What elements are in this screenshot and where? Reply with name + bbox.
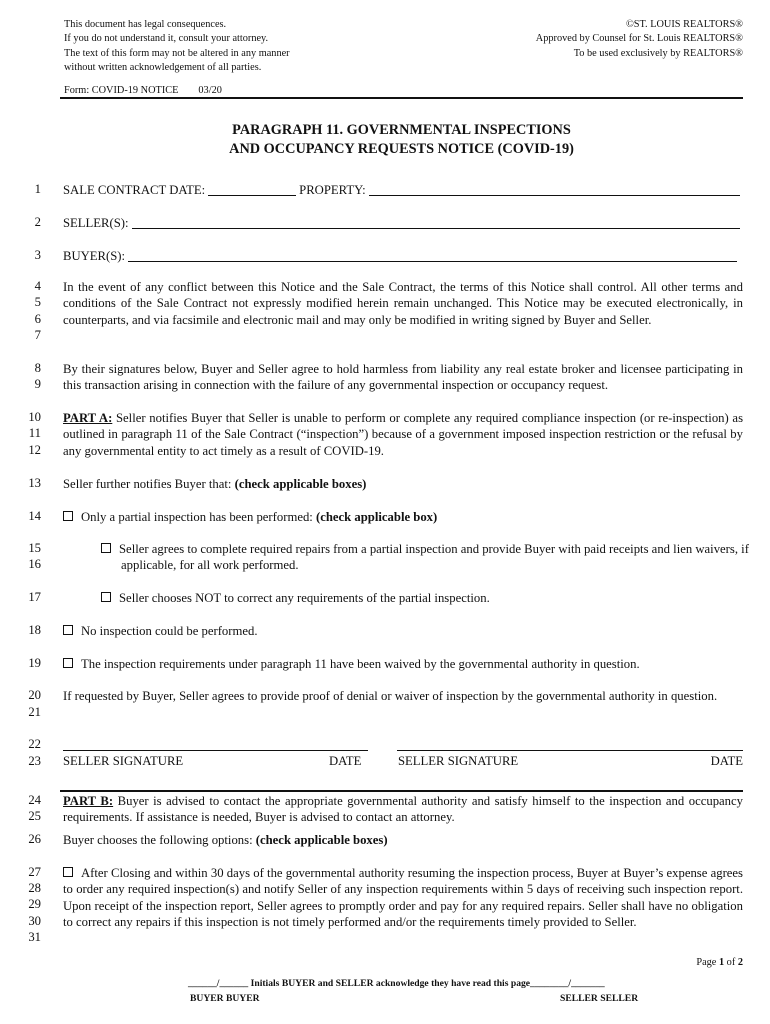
line-number: 13 bbox=[28, 476, 41, 490]
no-inspection-checkbox[interactable] bbox=[63, 625, 73, 635]
line-number: 14 bbox=[28, 509, 41, 523]
seller-signature-label: SELLER SIGNATURE bbox=[398, 754, 519, 768]
line-number: 10 bbox=[28, 410, 41, 424]
buyers-row bbox=[63, 248, 743, 264]
buyer-chooses bbox=[63, 832, 743, 848]
further-instruction: (check applicable boxes) bbox=[234, 477, 367, 491]
part-b-paragraph bbox=[63, 793, 743, 826]
partial-inspection-checkbox[interactable] bbox=[63, 511, 73, 521]
hold-harmless-paragraph: By their signatures below, Buyer and Seller agree to hold harmless from liability any real estate broker and licensee participating in this transaction arising in connection with the failure of any governmental inspection or occupancy request. bbox=[63, 362, 743, 393]
usage-line: To be used exclusively by REALTORS® bbox=[573, 47, 743, 59]
line-number: 12 bbox=[28, 443, 41, 457]
buyer-initials-labels: BUYER BUYER bbox=[190, 993, 260, 1004]
seller-signature-line-2[interactable] bbox=[397, 750, 743, 751]
line-number: 31 bbox=[28, 930, 41, 944]
part-a-paragraph bbox=[63, 410, 743, 459]
repairs-checkbox[interactable] bbox=[101, 543, 111, 553]
page-total: 2 bbox=[737, 957, 743, 968]
after-closing-checkbox[interactable] bbox=[63, 867, 73, 877]
line-number: 2 bbox=[34, 215, 41, 229]
sellers-field[interactable] bbox=[132, 215, 740, 229]
proof-paragraph: If requested by Buyer, Seller agrees to provide proof of denial or waiver of inspection by the governmental authority in question. bbox=[63, 689, 718, 703]
seller-signature-label: SELLER SIGNATURE bbox=[63, 754, 184, 768]
seller-signature-line-1[interactable] bbox=[63, 750, 368, 751]
line-number: 15 bbox=[28, 541, 41, 555]
line-number: 6 bbox=[34, 312, 41, 326]
page-prefix: Page bbox=[696, 957, 719, 968]
title-line-1: PARAGRAPH 11. GOVERNMENTAL INSPECTIONS bbox=[232, 122, 571, 138]
partial-inspection-option bbox=[63, 509, 743, 525]
page-number bbox=[696, 957, 743, 968]
line-number: 24 bbox=[28, 793, 41, 807]
repairs-option bbox=[101, 541, 765, 574]
approval-line: Approved by Counsel for St. Louis REALTORS® bbox=[535, 33, 743, 45]
form-label: Form: COVID-19 NOTICE bbox=[64, 85, 179, 96]
legal-disclaimer bbox=[64, 18, 290, 76]
sellers-row bbox=[63, 215, 743, 231]
line-number: 18 bbox=[28, 623, 41, 637]
sale-contract-date-field[interactable] bbox=[208, 182, 296, 196]
sellers-label: SELLER(S): bbox=[63, 216, 129, 230]
form-identifier bbox=[64, 85, 222, 96]
no-inspection-text: No inspection could be performed. bbox=[81, 624, 258, 638]
seller-initials-labels: SELLER SELLER bbox=[560, 993, 639, 1004]
line-number: 4 bbox=[34, 279, 41, 293]
sale-contract-date-label: SALE CONTRACT DATE: bbox=[63, 183, 206, 197]
line-number: 20 bbox=[28, 688, 41, 702]
partial-inspection-text: Only a partial inspection has been performed: bbox=[81, 510, 316, 524]
conflict-paragraph: In the event of any conflict between this Notice and the Sale Contract, the terms of this Notice shall control. All other terms and conditions of the Sale Contract not expressly modified herein remain unchanged. This Notice may be executed electronically, in counterparts, and via facsimile and electronic mail and may only be modified in writing signed by Buyer and Seller. bbox=[63, 280, 743, 327]
waived-checkbox[interactable] bbox=[63, 658, 73, 668]
buyers-label: BUYER(S): bbox=[63, 249, 126, 263]
not-correct-text: Seller chooses NOT to correct any requirements of the partial inspection. bbox=[119, 591, 490, 605]
line-number: 23 bbox=[28, 754, 41, 768]
not-correct-option bbox=[101, 590, 741, 606]
part-b-divider bbox=[60, 790, 743, 792]
line-number: 27 bbox=[28, 865, 41, 879]
title-line-2: AND OCCUPANCY REQUESTS NOTICE (COVID-19) bbox=[229, 140, 574, 157]
line-number: 22 bbox=[28, 737, 41, 751]
line-number: 29 bbox=[28, 897, 41, 911]
not-correct-checkbox[interactable] bbox=[101, 592, 111, 602]
page-current: 1 bbox=[718, 957, 725, 968]
disclaimer-line: If you do not understand it, consult your attorney. bbox=[64, 33, 269, 45]
initials-acknowledgement[interactable]: ______/______ Initials BUYER and SELLER acknowledge they have read this page________/_______ bbox=[188, 978, 605, 989]
part-a-text: Seller notifies Buyer that Seller is unable to perform or complete any required compliance inspection (or re-inspection) as outlined in paragraph 11 of the Sale Contract (“inspection”) because of a government imposed inspection restriction or the refusal by any governmental entity to act timely as a result of COVID-19. bbox=[63, 411, 744, 458]
line-number: 7 bbox=[34, 328, 41, 342]
line-number: 16 bbox=[28, 557, 41, 571]
line-number: 19 bbox=[28, 656, 41, 670]
waived-option bbox=[63, 656, 743, 672]
further-text: Seller further notifies Buyer that: bbox=[63, 477, 235, 491]
contract-info-row bbox=[63, 182, 743, 198]
line-number: 3 bbox=[34, 248, 41, 262]
line-number: 9 bbox=[34, 377, 41, 391]
line-number: 5 bbox=[34, 295, 41, 309]
copyright-block bbox=[536, 18, 743, 61]
part-a-label: PART A: bbox=[63, 411, 113, 425]
line-number: 25 bbox=[28, 809, 41, 823]
page-middle: of bbox=[724, 957, 738, 968]
part-b-text: Buyer is advised to contact the appropriate governmental authority and satisfy himself to the inspection and occupancy requirements. If assistance is needed, Buyer is advised to contact an attorney. bbox=[63, 794, 744, 825]
disclaimer-line: This document has legal consequences. bbox=[64, 19, 227, 30]
copyright-line: ©ST. LOUIS REALTORS® bbox=[625, 19, 743, 30]
document-title bbox=[60, 121, 743, 158]
line-number: 1 bbox=[34, 182, 41, 196]
waived-text: The inspection requirements under paragraph 11 have been waived by the governmental authority in question. bbox=[81, 657, 640, 671]
line-number: 21 bbox=[28, 705, 41, 719]
buyers-field[interactable] bbox=[128, 248, 737, 262]
seller-date-label: DATE bbox=[710, 754, 743, 768]
line-number: 11 bbox=[28, 426, 41, 440]
line-number: 28 bbox=[28, 881, 41, 895]
seller-date-label: DATE bbox=[329, 754, 362, 768]
repairs-text: Seller agrees to complete required repairs from a partial inspection and provide Buyer with paid receipts and lien waivers, if applicable, for all work performed. bbox=[119, 542, 749, 573]
disclaimer-line: The text of this form may not be altered in any manner bbox=[64, 47, 290, 59]
buyer-chooses-instruction: (check applicable boxes) bbox=[255, 833, 388, 847]
property-field[interactable] bbox=[369, 182, 740, 196]
partial-inspection-instruction: (check applicable box) bbox=[316, 510, 438, 524]
line-number: 17 bbox=[28, 590, 41, 604]
line-number: 26 bbox=[28, 832, 41, 846]
no-inspection-option bbox=[63, 623, 743, 639]
form-version: 03/20 bbox=[198, 85, 222, 96]
line-number: 30 bbox=[28, 914, 41, 928]
buyer-chooses-text: Buyer chooses the following options: bbox=[63, 833, 256, 847]
after-closing-option bbox=[63, 865, 743, 931]
header-divider bbox=[60, 97, 743, 99]
after-closing-text: After Closing and within 30 days of the governmental authority resuming the inspection process, Buyer at Buyer’s expense agrees to order any required inspection(s) and notify Seller of any inspection requirements within 5 days of receiving such inspection report. Upon receipt of the inspection report, Seller agrees to promptly order and pay for any required repairs. Seller shall have no obligation to correct any repairs if this inspection is not timely performed and/or the requirements timely provided to Seller. bbox=[63, 866, 743, 930]
disclaimer-line: without written acknowledgement of all parties. bbox=[64, 62, 262, 74]
part-b-label: PART B: bbox=[63, 794, 114, 808]
line-number: 8 bbox=[34, 361, 41, 375]
seller-further-notifies bbox=[63, 476, 743, 492]
property-label: PROPERTY: bbox=[299, 183, 366, 197]
